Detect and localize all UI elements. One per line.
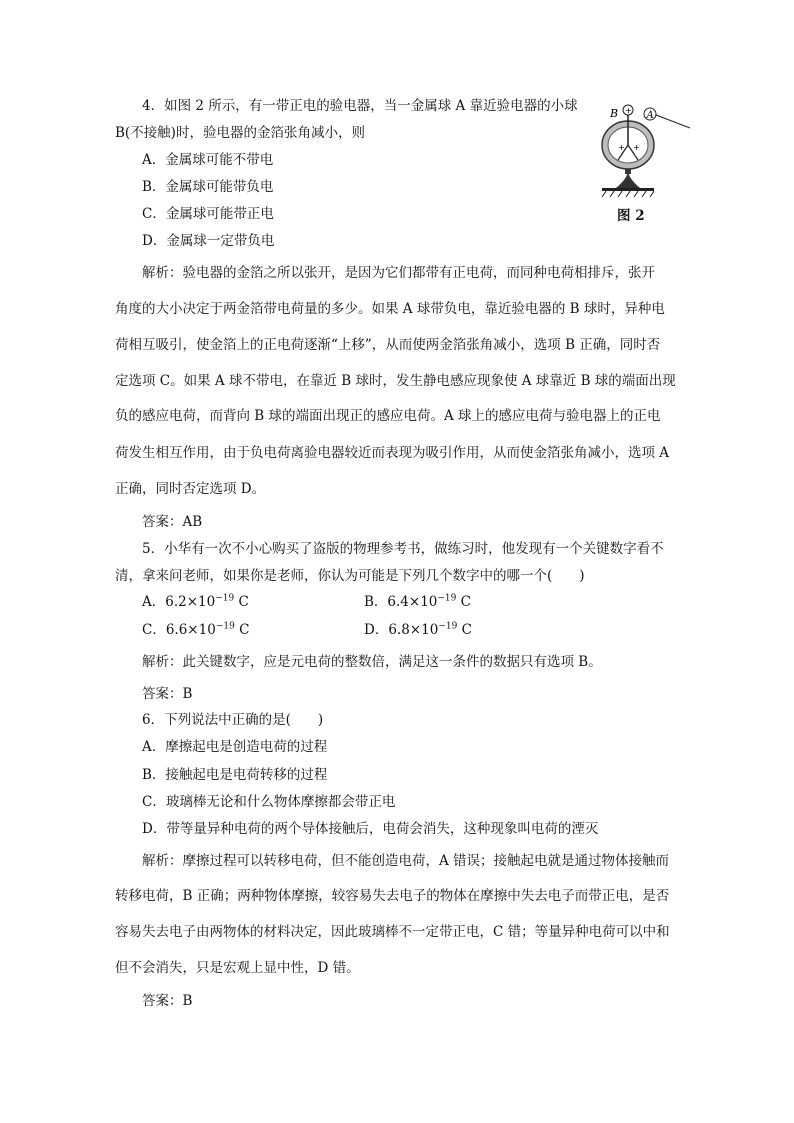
q4-analysis-line-5: 负的感应电荷，而背向 B 球的端面出现正的感应电荷。A 球上的感应电荷与验电器上的正电 — [115, 408, 661, 424]
q6-option-b: B．接触起电是电荷转移的过程 — [142, 767, 328, 783]
q5-option-a-unit: C — [234, 594, 249, 610]
q6-answer: 答案：B — [142, 993, 193, 1009]
q6-analysis-line-1: 解析：摩擦过程可以转移电荷，但不能创造电荷，A 错误；接触起电就是通过物体接触而 — [142, 853, 670, 869]
q5-option-a-base: A．6.2×10 — [142, 594, 216, 610]
q4-analysis-line-2: 角度的大小决定于两金箔带电荷量的多少。如果 A 球带负电，靠近验电器的 B 球时，异种电 — [115, 301, 665, 317]
q4-option-a: A．金属球可能不带电 — [142, 152, 274, 168]
q5-option-b — [364, 592, 471, 612]
ball-b-charge: + — [625, 106, 632, 115]
q4-stem-line-1: 4．如图 2 所示，有一带正电的验电器，当一金属球 A 靠近验电器的小球 — [142, 98, 578, 114]
q5-option-a — [142, 592, 249, 612]
q4-analysis-line-4: 定选项 C。如果 A 球不带电，在靠近 B 球时，发生静电感应现象使 A 球靠近 B 球的端面出现 — [115, 373, 676, 389]
q4-analysis-line-7: 正确，同时否定选项 D。 — [115, 481, 266, 497]
q5-option-c-exponent: −19 — [215, 621, 235, 632]
label-ball-a: A — [646, 110, 654, 121]
q5-option-a-exponent: −19 — [215, 593, 235, 604]
q5-option-d-base: D．6.8×10 — [364, 622, 439, 638]
q5-option-b-exponent: −19 — [437, 593, 457, 604]
electroscope-diagram — [598, 100, 698, 205]
q5-option-d-exponent: −19 — [438, 621, 458, 632]
q6-option-c: C．玻璃棒无论和什么物体摩擦都会带正电 — [142, 794, 396, 810]
q4-option-c: C．金属球可能带正电 — [142, 206, 274, 222]
q5-option-c-unit: C — [234, 622, 250, 638]
q6-analysis-line-3: 容易失去电子由两物体的材料决定，因此玻璃棒不一定带正电，C 错；等量异种电荷可以中和 — [115, 924, 670, 940]
q4-stem-line-2: B(不接触)时，验电器的金箔张角减小，则 — [115, 125, 365, 141]
q4-analysis-line-3: 荷相互吸引，使金箔上的正电荷逐渐“上移”，从而使两金箔张角减小，选项 B 正确，同时否 — [115, 337, 661, 353]
q4-option-d: D．金属球一定带负电 — [142, 233, 275, 249]
q6-stem: 6．下列说法中正确的是( ) — [142, 712, 324, 728]
electroscope-figure — [598, 100, 698, 230]
q4-answer: 答案：AB — [142, 514, 203, 530]
q4-analysis-line-6: 荷发生相互作用，由于负电荷离验电器较近而表现为吸引作用，从而使金箔张角减小，选项 A — [115, 445, 670, 461]
q5-option-c — [142, 620, 249, 640]
q6-option-d: D．带等量异种电荷的两个导体接触后，电荷会消失，这种现象叫电荷的湮灭 — [142, 821, 599, 837]
q5-option-b-unit: C — [456, 594, 472, 610]
label-ball-b: B — [610, 107, 619, 120]
leaf-right-charge: + — [633, 143, 640, 152]
q5-option-d-unit: C — [457, 622, 472, 638]
q6-analysis-line-4: 但不会消失，只是宏观上显中性，D 错。 — [115, 960, 360, 976]
q5-option-c-base: C．6.6×10 — [142, 622, 216, 638]
q6-analysis-line-2: 转移电荷，B 正确；两种物体摩擦，较容易失去电子的物体在摩擦中失去电子而带正电，是否 — [115, 888, 670, 904]
q5-stem-line-2: 清，拿来问老师，如果你是老师，你认为可能是下列几个数字中的哪一个( ) — [115, 568, 585, 584]
q5-analysis: 解析：此关键数字，应是元电荷的整数倍，满足这一条件的数据只有选项 B。 — [142, 654, 602, 670]
q5-stem-line-1: 5．小华有一次不小心购买了盗版的物理参考书，做练习时，他发现有一个关键数字看不 — [142, 541, 664, 557]
q5-answer: 答案：B — [142, 686, 193, 702]
q5-option-d — [364, 620, 472, 640]
q6-option-a: A．摩擦起电是创造电荷的过程 — [142, 739, 328, 755]
leaf-left-charge: + — [618, 143, 625, 152]
q4-analysis-line-1: 解析：验电器的金箔之所以张开，是因为它们都带有正电荷，而同种电荷相排斥，张开 — [142, 265, 655, 281]
q4-option-b: B．金属球可能带负电 — [142, 179, 274, 195]
q5-option-b-base: B．6.4×10 — [364, 594, 438, 610]
figure-caption: 图 2 — [617, 208, 645, 224]
